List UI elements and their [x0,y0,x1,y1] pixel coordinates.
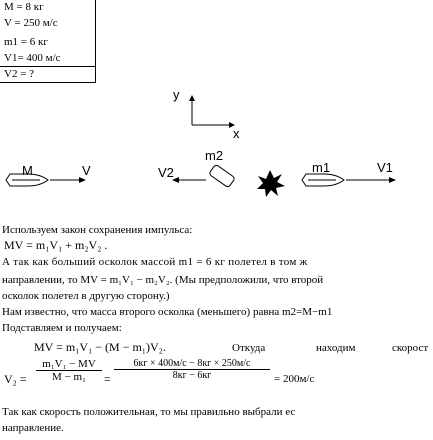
momentum-equation: MV = m₁V₁ + m₂V₂ . [4,238,108,252]
label-m1: m1 [312,160,331,175]
fragment-m1 [302,174,344,186]
momentum-law-heading: Используем закон сохранения импульса: [2,224,193,236]
find-v2: V2 = ? [4,68,35,80]
result-value: = 200м/с [274,373,315,385]
conclusion-line-2: направление. [2,422,64,434]
find-word: находим [316,342,356,354]
fraction-symbolic-denominator: M − m₁ [36,370,102,383]
paragraph-2b: осколок полетел в другую сторону.) [2,290,170,302]
given-v1: V1= 400 м/с [4,52,61,64]
conclusion-line-1: Так как скорость положительная, то мы правильно выбрали ес [2,406,296,418]
paragraph-2a: направлении, то MV = m₁V₁ − m₂V₂. (Мы предположили, что второй [2,274,324,286]
x-axis-label: x [233,126,240,141]
explosion-icon [257,170,285,197]
equals-sign: = [104,372,111,386]
given-box [0,0,96,83]
velocity-v2-arrow [172,177,206,183]
given-divider [0,66,95,67]
fraction-numeric [114,358,270,381]
label-m: M [22,163,33,178]
paragraph-1: А так как больший осколок массой m1 = 6 кг полетел в том ж [2,256,308,268]
given-velocity: V = 250 м/с [4,17,58,29]
given-m1: m1 = 6 кг [4,36,48,48]
fraction-symbolic [36,358,102,383]
y-arrowhead [189,95,195,101]
whence-word: Откуда [232,342,266,354]
label-m2: m2 [205,148,224,163]
velocity-v1-arrow [346,177,396,183]
speed-word: скорост [392,342,429,354]
label-v2: V2 [158,165,174,180]
label-v: V [82,163,91,178]
given-mass: M = 8 кг [4,1,44,13]
fraction-symbolic-numerator: m₁V₁ − MV [42,358,96,370]
y-axis-label: y [173,87,180,102]
fraction-numeric-denominator: 8кг − 6кг [114,369,270,381]
v2-label: V₂ = [4,372,27,386]
fraction-numeric-numerator: 6кг × 400м/с − 8кг × 250м/с [133,358,251,369]
label-v1: V1 [377,160,393,175]
paragraph-4: Подставляем и получаем: [2,322,122,334]
paragraph-3: Нам известно, что масса второго осколка (меньшего) равна m2=M−m1 [2,306,333,318]
substituted-equation: MV = m₁V₁ − (M − m₁)V₂. [34,340,166,354]
velocity-v-arrow [50,177,86,183]
fragment-m2 [209,164,236,188]
